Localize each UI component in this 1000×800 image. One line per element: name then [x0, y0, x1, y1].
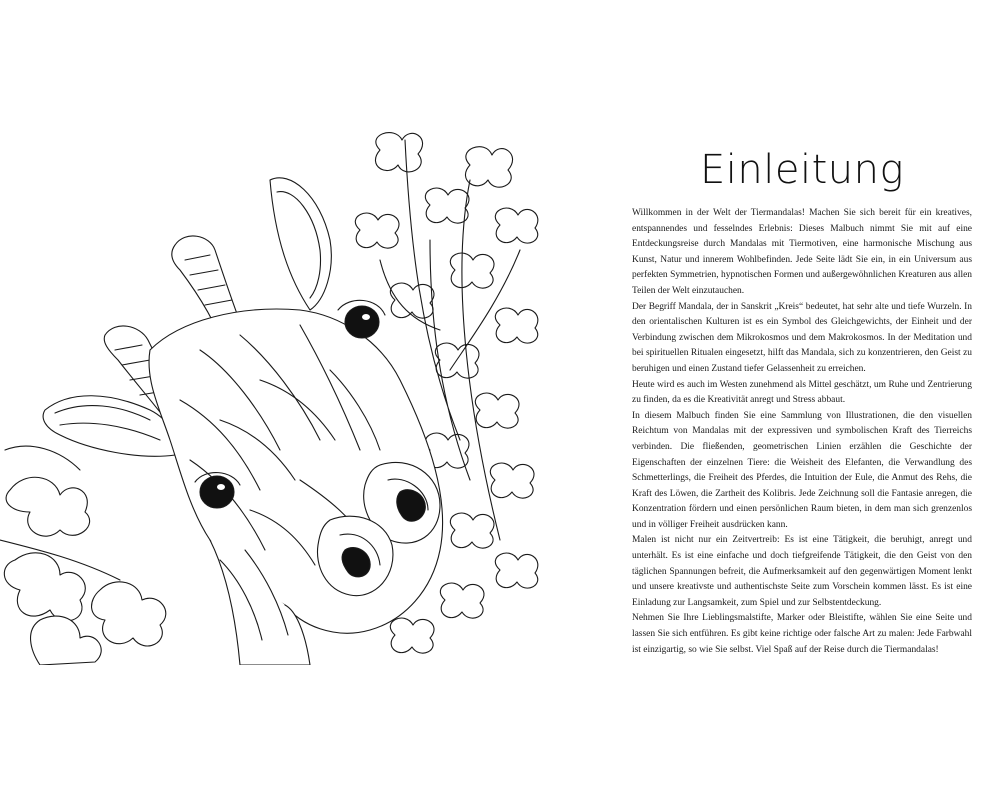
giraffe-head: [149, 309, 443, 633]
paragraph: Malen ist nicht nur ein Zeitvertreib: Es ist eine Tätigkeit, die beruhigt, anregt und unterhält. Es ist eine einfache und doch tiefgreifende Tätigkeit, die den Geist von den täglichen Spannungen befreit, die Aufmerksamkeit auf den gegenwärtigen Moment lenkt und unsere kreativste und authentischste Seite zum Vorschein kommen lässt. Es ist eine Einladung zur Langsamkeit, zum Spiel und zur Selbstentdeckung.: [632, 535, 972, 608]
giraffe-mandala-drawing: [0, 120, 545, 665]
eye-upper: [345, 306, 379, 338]
page-title: Einleitung: [700, 147, 904, 193]
flower-cluster-left: [0, 446, 166, 665]
paragraph: Der Begriff Mandala, der in Sanskrit „Kreis“ bedeutet, hat sehr alte und tiefe Wurzeln. In den orientalischen Kulturen ist es ein Symbol des Gleichgewichts, der Einheit und der Verbindung zwischen dem Mikrokosmos und dem Makrokosmos. In der Meditation und bei spirituellen Ritualen eingesetzt, hilft das Mandala, sich zu konzentrieren, den Geist zu beruhigen und einen Zustand tiefer Gelassenheit zu erreichen.: [632, 301, 972, 374]
paragraph: Heute wird es auch im Westen zunehmend als Mittel geschätzt, um Ruhe und Zentrierung zu finden, da es die Kreativität anregt und Stress abbaut.: [632, 379, 972, 406]
eye-lower: [200, 476, 234, 508]
paragraph: Willkommen in der Welt der Tiermandalas! Machen Sie sich bereit für ein kreatives, entspannendes und fesselndes Erlebnis: Dieses Malbuch nimmt Sie mit auf eine Entdeckungsreise durch Mandalas mit Tiermotiven, eine harmonische Mischung aus Kunst, Natur und innerem Wohlbefinden. Jede Seite lädt Sie ein, in ein Universum aus perfekten Symmetrien, hypnotischen Formen und außergewöhnlichen Kreaturen aus allen Teilen der Welt einzutauchen.: [632, 208, 972, 296]
introduction-page: [632, 140, 972, 658]
body-text: [632, 206, 972, 658]
paragraph: In diesem Malbuch finden Sie eine Sammlung von Illustrationen, die den visuellen Reichtum von Mandalas mit der expressiven und symbolischen Kraft des Tierreichs verbinden. Die fließenden, geometrischen Linien erzählen die Geschichte der Eigenschaften der einzelnen Tiere: die Weisheit des Elefanten, die Verwandlung des Schmetterlings, die Freiheit des Pferdes, die Intuition der Eule, die Anmut des Rehs, die Kraft des Löwen, die Zartheit des Kolibris. Jede Zeichnung soll die Fantasie anregen, die Konzentration fördern und einen persönlichen Raum bieten, in dem man sich grenzenlos und in völliger Freiheit ausdrücken kann.: [632, 410, 972, 530]
giraffe-illustration: [0, 120, 545, 665]
paragraph: Nehmen Sie Ihre Lieblingsmalstifte, Marker oder Bleistifte, wählen Sie eine Seite und lassen Sie sich entführen. Es gibt keine richtige oder falsche Art zu malen: Jede Farbwahl ist einzigartig, so wie Sie selbst. Viel Spaß auf der Reise durch die Tiermandalas!: [632, 613, 972, 655]
